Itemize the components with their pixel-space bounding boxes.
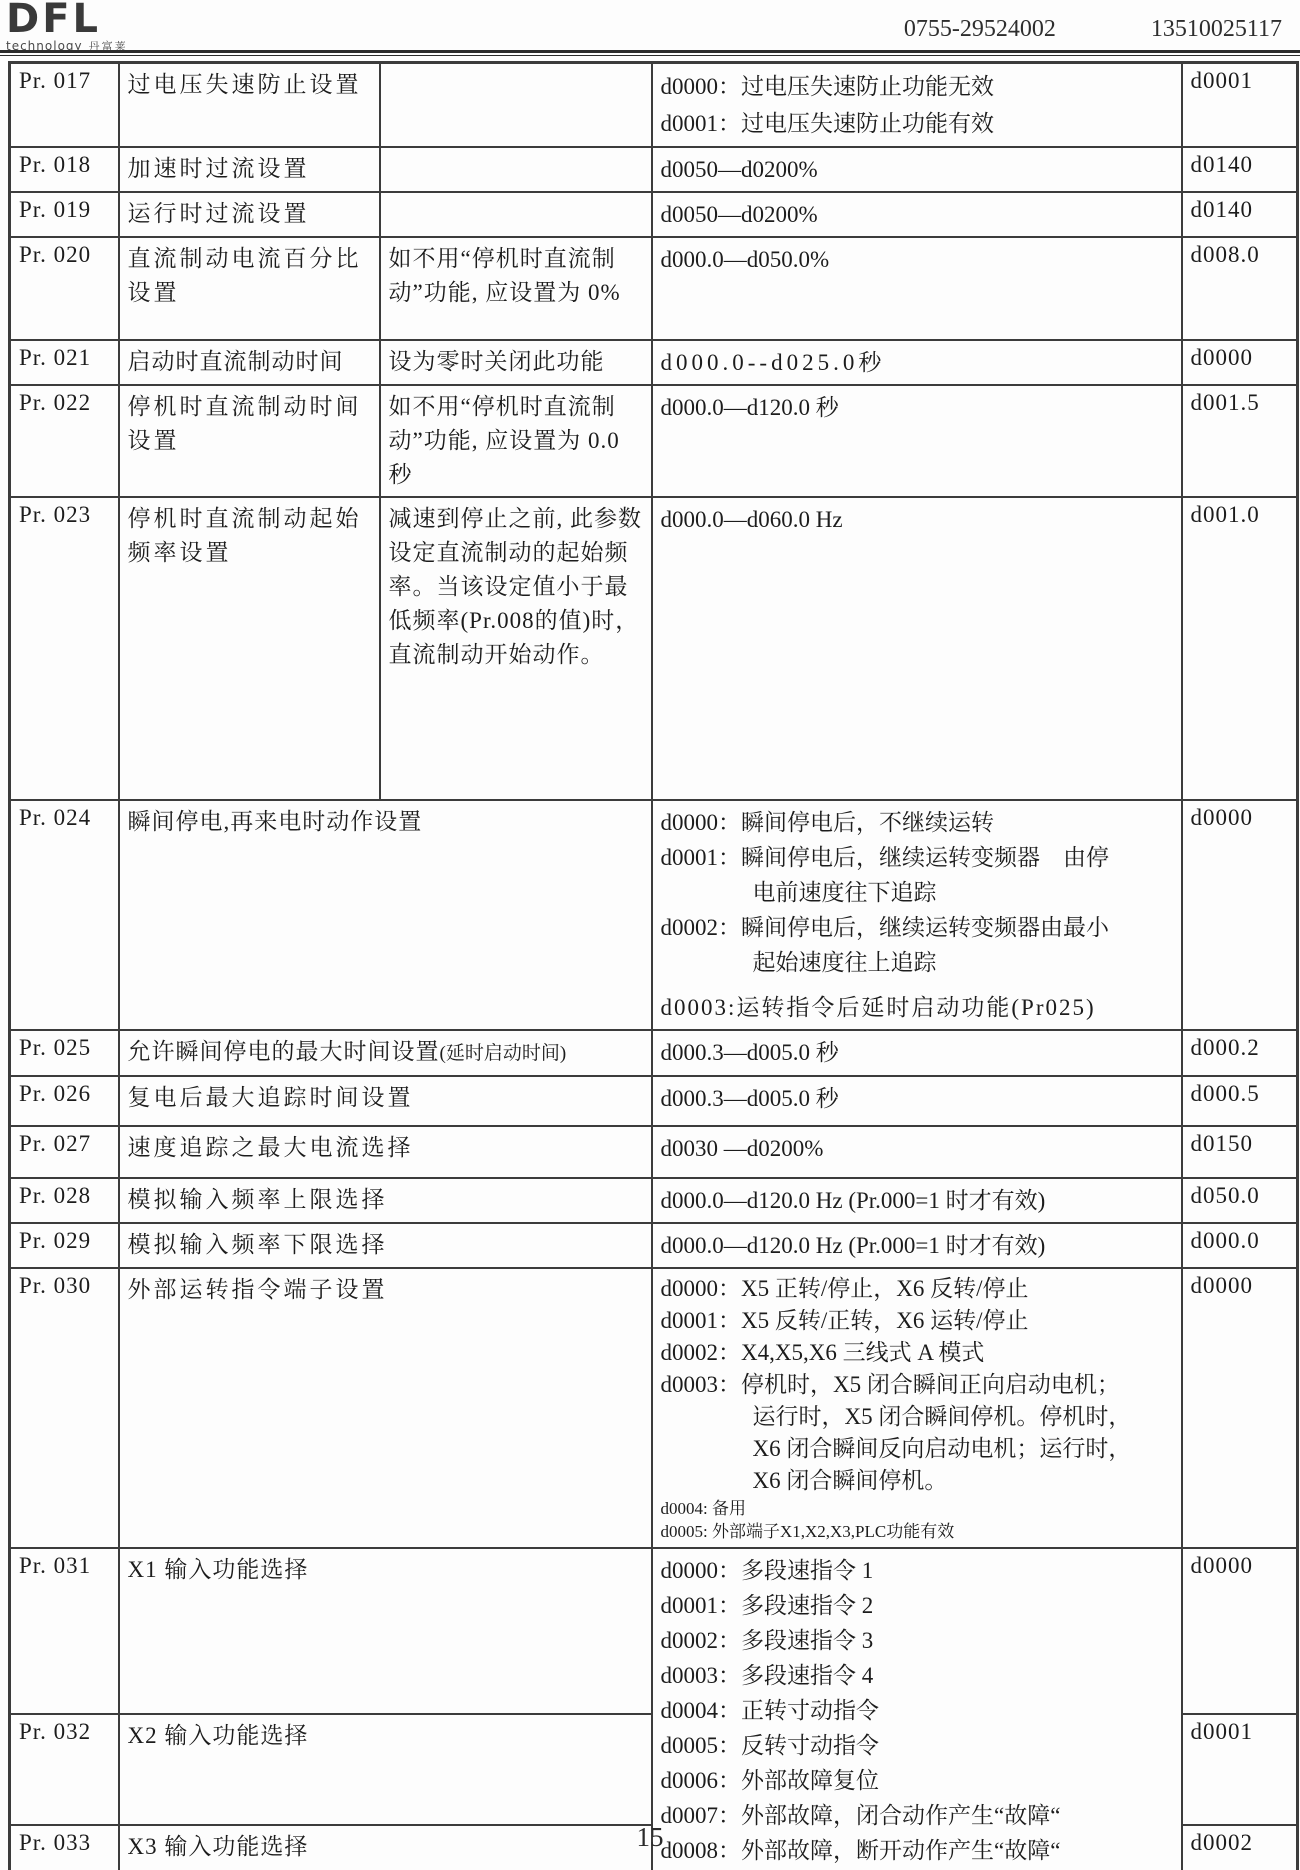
option-line: d0006：外部故障复位 <box>660 1768 879 1793</box>
param-default: d0150 <box>1182 1126 1298 1178</box>
table-row <box>10 1178 1298 1223</box>
option-line: d000.0—d120.0 Hz (Pr.000=1 时才有效) <box>660 1188 1046 1213</box>
table-row <box>10 237 1298 340</box>
param-id: Pr. 029 <box>10 1223 119 1268</box>
param-options <box>652 800 1182 1030</box>
param-default: d0140 <box>1182 147 1298 192</box>
option-line: d0004：正转寸动指令 <box>660 1698 879 1723</box>
param-options <box>652 192 1182 237</box>
option-line: d0003：多段速指令 4 <box>660 1663 874 1688</box>
param-desc: 如不用“停机时直流制动”功能, 应设置为 0% <box>380 237 652 340</box>
param-name: X3 输入功能选择 <box>119 1825 652 1870</box>
page-number: 15 <box>636 1822 664 1852</box>
logo-subtitle-en: technology <box>6 39 83 53</box>
param-id: Pr. 032 <box>10 1714 119 1825</box>
param-options <box>652 147 1182 192</box>
option-line: d000.3—d005.0 秒 <box>660 1040 839 1065</box>
table-row <box>10 192 1298 237</box>
option-line: d0002：瞬间停电后，继续运转变频器由最小 <box>660 915 1109 940</box>
param-desc: 如不用“停机时直流制动”功能, 应设置为 0.0 秒 <box>380 385 652 497</box>
param-name: 速度追踪之最大电流选择 <box>119 1126 652 1178</box>
param-default: d0000 <box>1182 1548 1298 1714</box>
param-desc <box>380 192 652 237</box>
option-line: d0002：X4,X5,X6 三线式 A 模式 <box>660 1340 985 1365</box>
table-row <box>10 340 1298 385</box>
option-line: d0000：多段速指令 1 <box>660 1558 874 1583</box>
option-line: d000.0—d050.0% <box>660 247 830 272</box>
param-default: d008.0 <box>1182 237 1298 340</box>
param-options <box>652 63 1182 148</box>
option-line: d000.0—d120.0 Hz (Pr.000=1 时才有效) <box>660 1233 1046 1258</box>
param-options <box>652 385 1182 497</box>
table-row <box>10 1268 1298 1548</box>
param-default: d001.5 <box>1182 385 1298 497</box>
option-line: d0003:运转指令后延时启动功能(Pr025) <box>660 995 1096 1020</box>
header-divider <box>0 50 1300 56</box>
option-line: X6 闭合瞬间停机。 <box>752 1468 948 1493</box>
param-id: Pr. 021 <box>10 340 119 385</box>
param-default: d0000 <box>1182 800 1298 1030</box>
table-row <box>10 385 1298 497</box>
table-row <box>10 63 1298 148</box>
phone-number-2: 13510025117 <box>1150 16 1282 42</box>
option-line: X6 闭合瞬间反向启动电机；运行时， <box>752 1436 1132 1461</box>
param-default: d001.0 <box>1182 497 1298 800</box>
dfl-logo <box>6 0 128 54</box>
param-default: d0002 <box>1182 1825 1298 1870</box>
param-default: d0000 <box>1182 340 1298 385</box>
option-line: d0008：外部故障，断开动作产生“故障“ <box>660 1838 1061 1863</box>
param-default: d0140 <box>1182 192 1298 237</box>
param-options <box>652 497 1182 800</box>
param-id: Pr. 023 <box>10 497 119 800</box>
param-id: Pr. 020 <box>10 237 119 340</box>
param-id: Pr. 018 <box>10 147 119 192</box>
param-options <box>652 237 1182 340</box>
param-options <box>652 1076 1182 1126</box>
param-id: Pr. 019 <box>10 192 119 237</box>
param-id: Pr. 024 <box>10 800 119 1030</box>
table-row <box>10 800 1298 1030</box>
option-line: d0001：多段速指令 2 <box>660 1593 874 1618</box>
param-default: d0001 <box>1182 1714 1298 1825</box>
option-line: 电前速度往下追踪 <box>752 880 937 905</box>
param-id: Pr. 027 <box>10 1126 119 1178</box>
table-row <box>10 147 1298 192</box>
param-name: X2 输入功能选择 <box>119 1714 652 1825</box>
option-line: d000.0--d025.0秒 <box>660 350 886 375</box>
parameter-table <box>8 61 1299 1870</box>
param-name: 模拟输入频率下限选择 <box>119 1223 652 1268</box>
option-line: d000.0—d120.0 秒 <box>660 395 839 420</box>
param-name: 加速时过流设置 <box>119 147 380 192</box>
param-desc <box>380 147 652 192</box>
option-line: d0000：瞬间停电后，不继续运转 <box>660 810 994 835</box>
page-header <box>0 0 1300 56</box>
param-id: Pr. 028 <box>10 1178 119 1223</box>
option-line: d0007：外部故障，闭合动作产生“故障“ <box>660 1803 1061 1828</box>
param-id: Pr. 022 <box>10 385 119 497</box>
table-row <box>10 1548 1298 1714</box>
logo-subtitle-cn: 丹富莱 <box>88 40 128 53</box>
option-line: d000.3—d005.0 秒 <box>660 1086 839 1111</box>
option-line: d0002：多段速指令 3 <box>660 1628 874 1653</box>
table-row <box>10 1223 1298 1268</box>
option-line: d0004: 备用 <box>660 1499 746 1518</box>
option-line: d0003：停机时，X5 闭合瞬间正向启动电机； <box>660 1372 1120 1397</box>
param-name: 瞬间停电,再来电时动作设置 <box>119 800 652 1030</box>
param-options <box>652 1178 1182 1223</box>
param-default: d050.0 <box>1182 1178 1298 1223</box>
param-name: 停机时直流制动时间设置 <box>119 385 380 497</box>
param-id: Pr. 025 <box>10 1030 119 1076</box>
param-name: 运行时过流设置 <box>119 192 380 237</box>
param-id: Pr. 017 <box>10 63 119 148</box>
contact-numbers <box>904 16 1282 43</box>
param-default: d000.5 <box>1182 1076 1298 1126</box>
logo-brand-text: DFL <box>6 0 102 42</box>
param-name <box>119 1030 652 1076</box>
param-desc: 设为零时关闭此功能 <box>380 340 652 385</box>
param-options <box>652 340 1182 385</box>
param-name: 复电后最大追踪时间设置 <box>119 1076 652 1126</box>
option-line: d0005: 外部端子X1,X2,X3,PLC功能有效 <box>660 1522 955 1541</box>
param-id: Pr. 033 <box>10 1825 119 1870</box>
option-line: d0001：过电压失速防止功能有效 <box>660 111 994 136</box>
param-options <box>652 1223 1182 1268</box>
option-line: d0000：过电压失速防止功能无效 <box>660 74 994 99</box>
option-line: d0000：X5 正转/停止，X6 反转/停止 <box>660 1276 1029 1301</box>
option-line: d0030 —d0200% <box>660 1136 824 1161</box>
option-line: 运行时，X5 闭合瞬间停机。停机时， <box>752 1404 1132 1429</box>
table-row <box>10 1076 1298 1126</box>
option-line: d0050—d0200% <box>660 202 818 227</box>
option-line: d0001：X5 反转/正转，X6 运转/停止 <box>660 1308 1029 1333</box>
option-line: d0050—d0200% <box>660 157 818 182</box>
param-default: d0000 <box>1182 1268 1298 1548</box>
table-row <box>10 1126 1298 1178</box>
option-line: 起始速度往上追踪 <box>752 950 937 975</box>
table-row <box>10 1030 1298 1076</box>
param-options <box>652 1126 1182 1178</box>
param-name: 停机时直流制动起始频率设置 <box>119 497 380 800</box>
param-default: d000.0 <box>1182 1223 1298 1268</box>
param-name: 过电压失速防止设置 <box>119 63 380 148</box>
param-id: Pr. 030 <box>10 1268 119 1548</box>
param-default: d0001 <box>1182 63 1298 148</box>
param-name: X1 输入功能选择 <box>119 1548 652 1714</box>
table-row <box>10 497 1298 800</box>
param-id: Pr. 031 <box>10 1548 119 1714</box>
param-name: 外部运转指令端子设置 <box>119 1268 652 1548</box>
param-options <box>652 1268 1182 1548</box>
param-default: d000.2 <box>1182 1030 1298 1076</box>
param-desc: 减速到停止之前, 此参数设定直流制动的起始频率。当该设定值小于最低频率(Pr.008的值)时，直流制动开始动作。 <box>380 497 652 800</box>
phone-number-1: 0755-29524002 <box>903 16 1056 42</box>
param-name: 模拟输入频率上限选择 <box>119 1178 652 1223</box>
param-name: 启动时直流制动时间 <box>119 340 380 385</box>
option-line: d000.0—d060.0 Hz <box>660 507 843 532</box>
param-desc <box>380 63 652 148</box>
option-line: d0001：瞬间停电后，继续运转变频器 由停 <box>660 845 1109 870</box>
param-options <box>652 1030 1182 1076</box>
param-name-main: 允许瞬间停电的最大时间设置 <box>127 1039 440 1064</box>
option-line: d0005：反转寸动指令 <box>660 1733 879 1758</box>
param-name: 直流制动电流百分比设置 <box>119 237 380 340</box>
param-name-suffix: (延时启动时间) <box>439 1043 567 1064</box>
param-id: Pr. 026 <box>10 1076 119 1126</box>
